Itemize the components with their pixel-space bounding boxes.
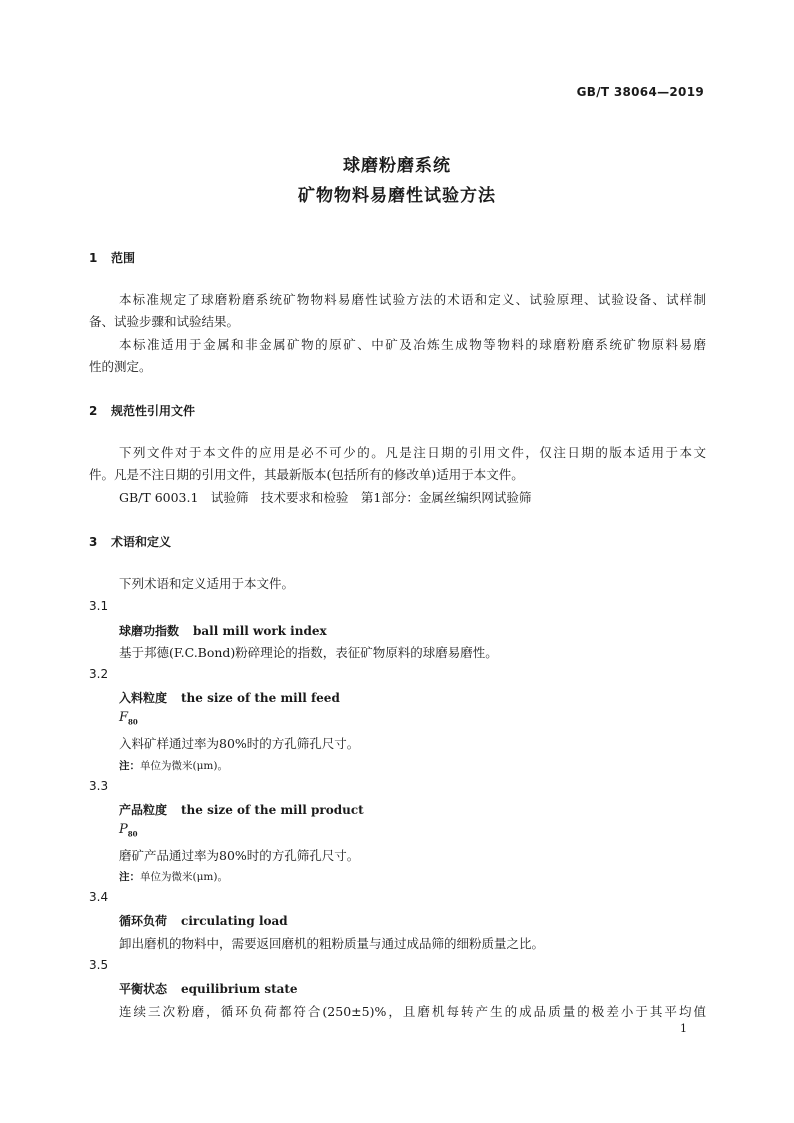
term-definition: 入料矿样通过率为80%时的方孔筛孔尺寸。	[119, 736, 360, 751]
note-label: 注：	[119, 871, 140, 883]
section-title: 术语和定义	[111, 535, 172, 549]
term-name	[119, 912, 288, 929]
term-name	[119, 801, 364, 818]
terms-intro: 下列术语和定义适用于本文件。	[119, 576, 295, 591]
section-number: 3	[89, 535, 98, 549]
term-note	[119, 758, 228, 773]
term-name	[119, 689, 340, 706]
term-name-zh: 平衡状态	[119, 982, 168, 996]
term-definition: 磨矿产品通过率为80%时的方孔筛孔尺寸。	[119, 848, 360, 863]
term-number: 3.4	[89, 890, 109, 904]
scope-paragraph-2-line-1: 本标准适用于金属和非金属矿物的原矿、中矿及冶炼生成物等物料的球磨粉磨系统矿物原料易磨	[119, 337, 706, 352]
term-name	[119, 980, 298, 997]
term-number: 3.2	[89, 667, 109, 681]
references-paragraph-line-1: 下列文件对于本文件的应用是必不可少的。凡是注日期的引用文件，仅注日期的版本适用于本文	[119, 445, 706, 460]
term-symbol	[119, 710, 138, 727]
note-text: 单位为微米(μm)。	[140, 760, 228, 772]
section-3-heading	[89, 533, 171, 550]
term-number: 3.3	[89, 779, 109, 793]
section-number: 1	[89, 251, 98, 265]
term-number: 3.1	[89, 599, 109, 613]
title-line-2: 矿物物料易磨性试验方法	[298, 186, 496, 206]
term-definition: 卸出磨机的物料中，需要返回磨机的粗粉质量与通过成品筛的细粉质量之比。	[119, 936, 545, 951]
section-number: 2	[89, 404, 98, 418]
term-name-en: circulating load	[181, 914, 288, 928]
section-title: 范围	[111, 251, 136, 265]
term-definition: 连续三次粉磨，循环负荷都符合(250±5)%，且磨机每转产生的成品质量的极差小于其平均值	[119, 1004, 706, 1019]
symbol-subscript: 80	[127, 829, 138, 839]
references-paragraph-line-2: 件。凡是不注日期的引用文件，其最新版本(包括所有的修改单)适用于本文件。	[89, 467, 524, 482]
section-2-heading	[89, 402, 195, 419]
term-symbol	[119, 822, 138, 839]
section-1-heading	[89, 249, 135, 266]
section-title: 规范性引用文件	[111, 404, 196, 418]
symbol-subscript: 80	[128, 717, 138, 727]
note-text: 单位为微米(μm)。	[140, 871, 228, 883]
standard-code: GB/T 38064—2019	[576, 85, 704, 99]
title-line-1: 球磨粉磨系统	[343, 156, 451, 176]
term-name-en: the size of the mill feed	[181, 691, 340, 705]
term-definition: 基于邦德(F.C.Bond)粉碎理论的指数，表征矿物原料的球磨易磨性。	[119, 645, 498, 660]
reference-entry: GB/T 6003.1 试验筛 技术要求和检验 第1部分：金属丝编织网试验筛	[119, 490, 532, 505]
term-note	[119, 869, 228, 884]
term-name-en: equilibrium state	[181, 982, 298, 996]
scope-paragraph-1-line-2: 备、试验步骤和试验结果。	[89, 314, 240, 329]
term-number: 3.5	[89, 958, 109, 972]
term-name-zh: 入料粒度	[119, 691, 168, 705]
scope-paragraph-2-line-2: 性的测定。	[89, 359, 152, 374]
term-name-en: ball mill work index	[193, 624, 327, 638]
symbol-letter: F	[119, 710, 129, 725]
note-label: 注：	[119, 760, 140, 772]
scope-paragraph-1-line-1: 本标准规定了球磨粉磨系统矿物物料易磨性试验方法的术语和定义、试验原理、试验设备、试样制	[119, 292, 706, 307]
term-name-zh: 产品粒度	[119, 803, 168, 817]
symbol-letter: P	[119, 822, 128, 837]
term-name-zh: 球磨功指数	[119, 624, 180, 638]
page-number: 1	[680, 1022, 687, 1035]
term-name	[119, 622, 327, 639]
term-name-zh: 循环负荷	[119, 914, 168, 928]
term-name-en: the size of the mill product	[181, 803, 364, 817]
